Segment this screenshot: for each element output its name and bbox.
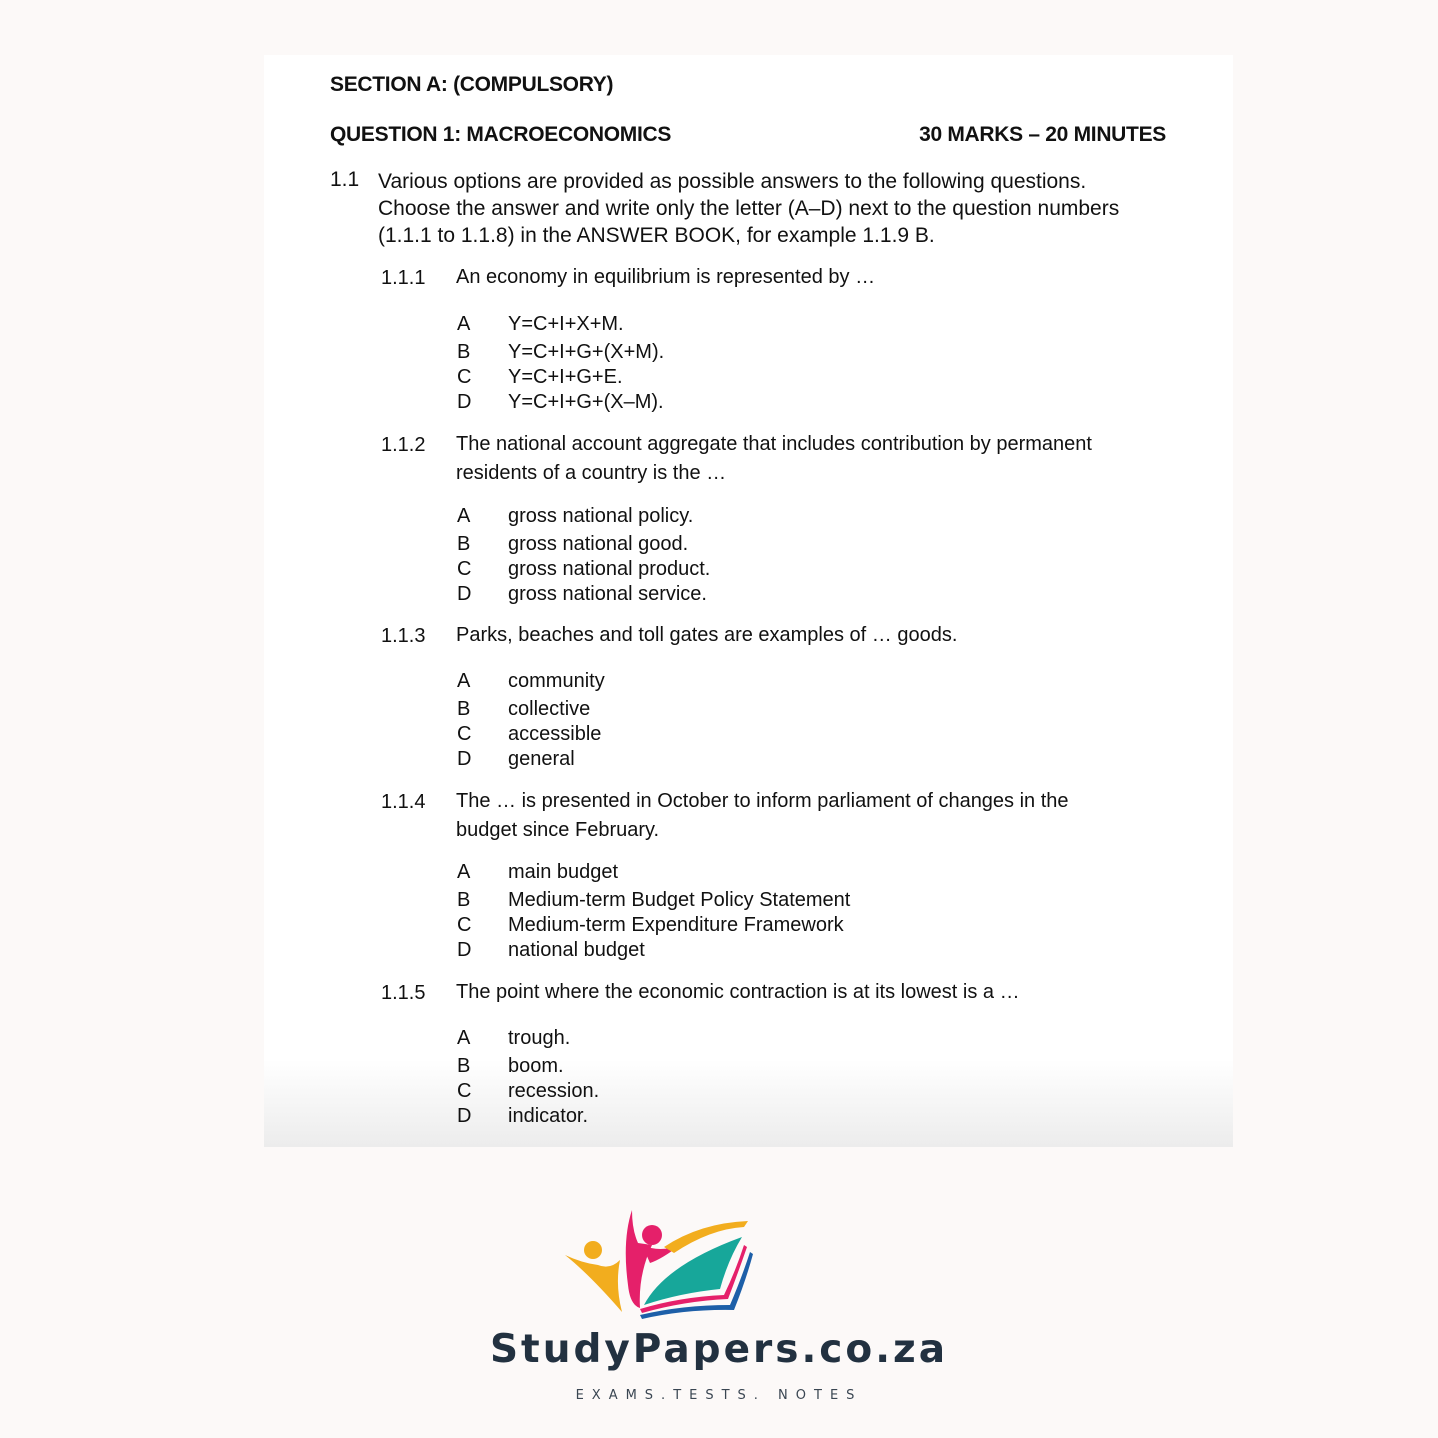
option-letter: B (457, 341, 471, 363)
question-text (456, 263, 1156, 292)
question-marks: 30 MARKS – 20 MINUTES (919, 123, 1166, 146)
option-text: community (508, 670, 605, 692)
option-text: collective (508, 698, 591, 720)
option-text: accessible (508, 723, 602, 745)
option-letter: B (457, 889, 471, 911)
option-letter: D (457, 583, 472, 605)
studypapers-logo-icon (560, 1205, 760, 1320)
option-letter: A (457, 1027, 471, 1049)
option-letter: D (457, 391, 472, 413)
option-text: national budget (508, 939, 645, 961)
question-number: 1.1.3 (381, 625, 426, 647)
section-title: SECTION A: (COMPULSORY) (330, 73, 614, 96)
question-number: 1.1.1 (381, 267, 426, 289)
option-letter: B (457, 1055, 471, 1077)
question-line: The … is presented in October to inform parliament of changes in the (456, 790, 1069, 812)
option-text: main budget (508, 861, 619, 883)
option-letter: A (457, 861, 471, 883)
option-letter: C (457, 723, 472, 745)
brand-name: StudyPapers.co.za (489, 1327, 949, 1372)
option-letter: C (457, 1080, 472, 1102)
option-letter: D (457, 748, 472, 770)
option-text: general (508, 748, 575, 770)
question-line: residents of a country is the … (456, 462, 727, 484)
option-letter: A (457, 670, 471, 692)
intro-number: 1.1 (330, 168, 360, 191)
intro-line: Various options are provided as possible answers to the following questions. (378, 170, 1087, 193)
question-text (456, 430, 1156, 488)
option-text: indicator. (508, 1105, 589, 1127)
question-title: QUESTION 1: MACROECONOMICS (330, 123, 672, 146)
option-text: Y=C+I+X+M. (508, 313, 624, 335)
question-number: 1.1.4 (381, 791, 426, 813)
question-text (456, 621, 1156, 650)
option-text: gross national good. (508, 533, 689, 555)
question-number: 1.1.2 (381, 434, 426, 456)
option-text: recession. (508, 1080, 600, 1102)
option-text: gross national policy. (508, 505, 694, 527)
option-letter: B (457, 698, 471, 720)
intro-line: (1.1.1 to 1.1.8) in the ANSWER BOOK, for example 1.1.9 B. (378, 224, 935, 247)
option-letter: C (457, 558, 472, 580)
option-letter: C (457, 914, 472, 936)
question-line: An economy in equilibrium is represented by … (456, 266, 876, 288)
brand-tagline: EXAMS.TESTS. NOTES (575, 1388, 863, 1403)
question-line: Parks, beaches and toll gates are examples of … goods. (456, 624, 958, 646)
option-text: Y=C+I+G+(X+M). (508, 341, 665, 363)
option-text: Y=C+I+G+(X–M). (508, 391, 664, 413)
intro-line: Choose the answer and write only the letter (A–D) next to the question numbers (378, 197, 1120, 220)
option-text: boom. (508, 1055, 564, 1077)
question-text (456, 978, 1156, 1007)
exam-page (264, 55, 1233, 1147)
option-letter: A (457, 313, 471, 335)
option-text: gross national product. (508, 558, 711, 580)
intro-instructions (378, 168, 1168, 249)
option-text: Medium-term Budget Policy Statement (508, 889, 851, 911)
option-text: Y=C+I+G+E. (508, 366, 623, 388)
question-line: The national account aggregate that includes contribution by permanent (456, 433, 1092, 455)
option-letter: B (457, 533, 471, 555)
option-letter: A (457, 505, 471, 527)
option-text: Medium-term Expenditure Framework (508, 914, 844, 936)
question-line: The point where the economic contraction is at its lowest is a … (456, 981, 1020, 1003)
question-number: 1.1.5 (381, 982, 426, 1004)
option-letter: C (457, 366, 472, 388)
question-line: budget since February. (456, 819, 660, 841)
question-text (456, 787, 1156, 845)
option-letter: D (457, 1105, 472, 1127)
option-text: gross national service. (508, 583, 707, 605)
option-letter: D (457, 939, 472, 961)
option-text: trough. (508, 1027, 571, 1049)
